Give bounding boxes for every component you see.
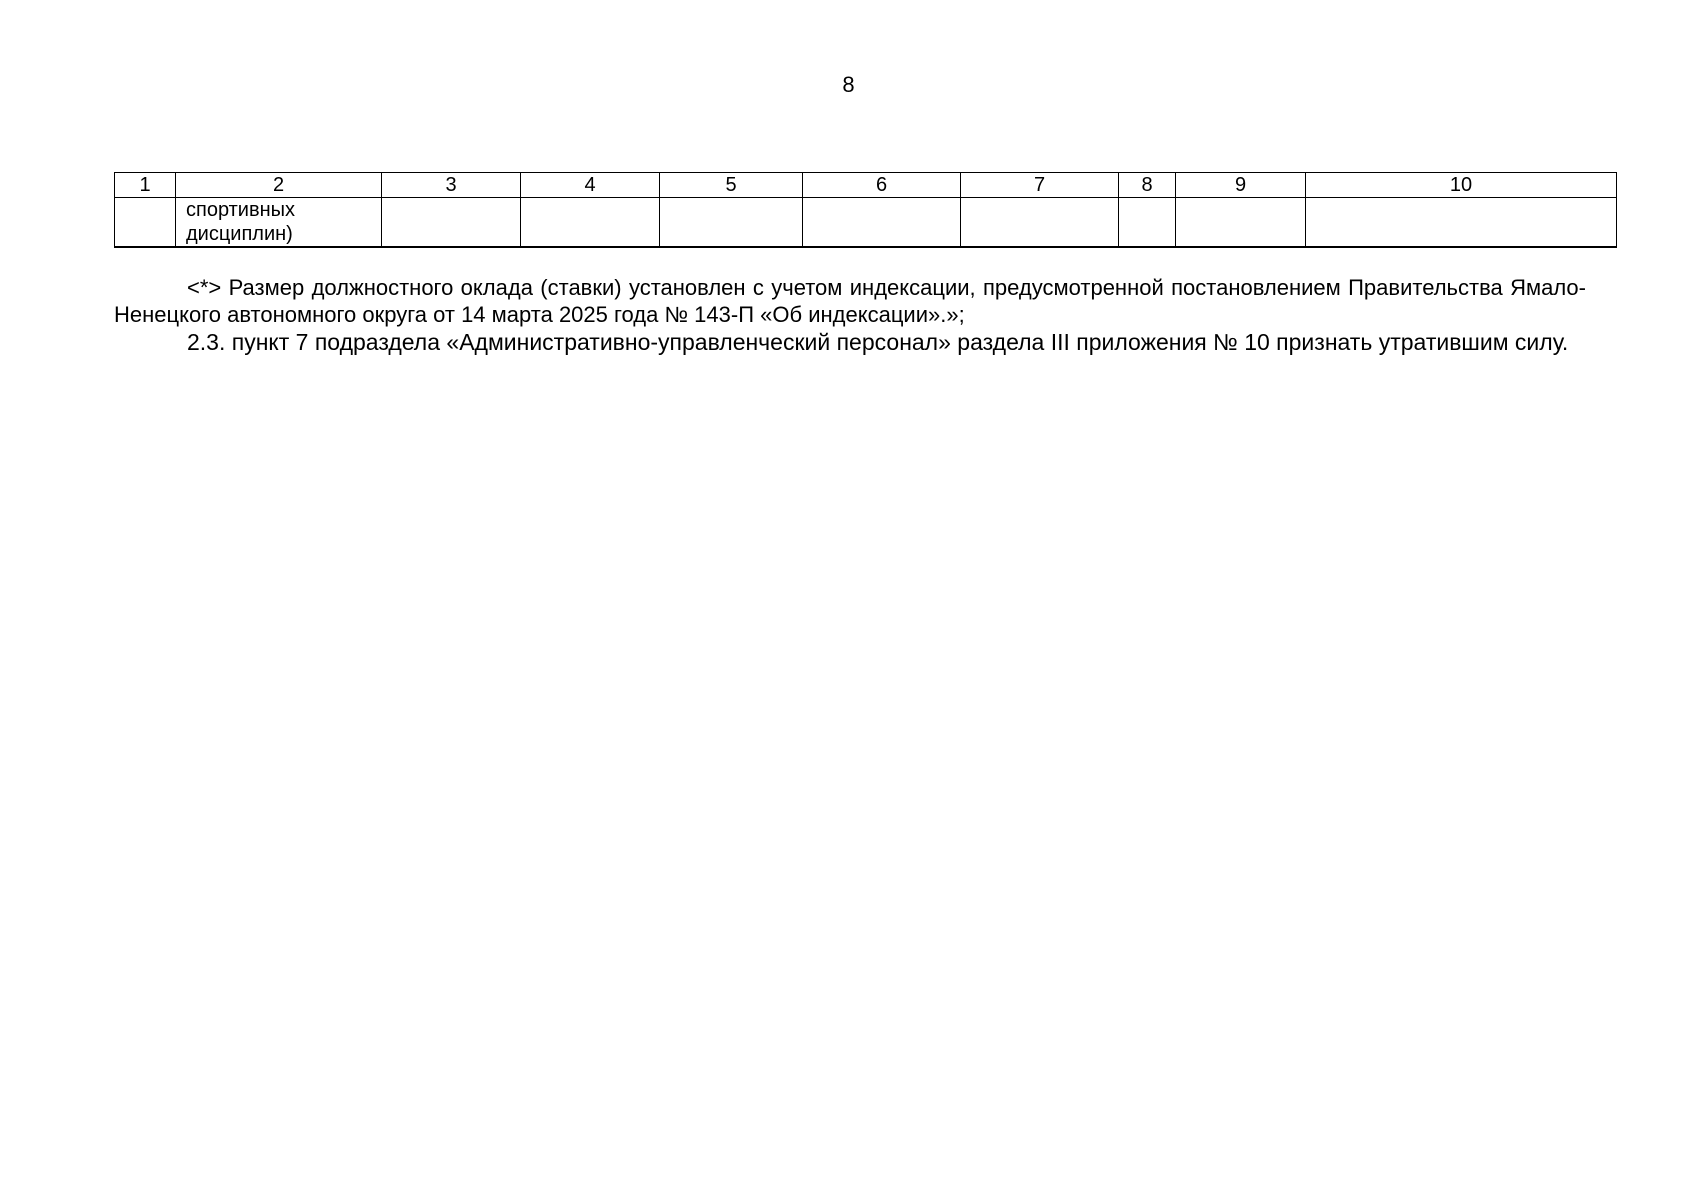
paragraph-2-3: 2.3. пункт 7 подраздела «Административно-управленческий персонал» раздела III приложения № 10 признать утратившим силу. (187, 329, 1569, 355)
column-number-1: 1 (115, 173, 176, 198)
table-cell-2 (176, 198, 382, 248)
column-number-3: 3 (382, 173, 521, 198)
table-cell-10 (1306, 198, 1617, 248)
column-number-7: 7 (961, 173, 1119, 198)
body-text (114, 274, 1586, 356)
continuation-table (114, 172, 1617, 248)
column-number-6: 6 (803, 173, 961, 198)
table-cell-text: спортивных дисциплин) (186, 199, 296, 245)
column-number-10: 10 (1306, 173, 1617, 198)
footnote-paragraph: <*> Размер должностного оклада (ставки) установлен с учетом индексации, предусмотренной постановлением Правительства Ямало-Ненецкого автономного округа от 14 марта 2025 года № 143-П «Об индексации».»; (114, 275, 1586, 327)
table-cell-9 (1176, 198, 1306, 248)
table-cell-7 (961, 198, 1119, 248)
table-cell-1 (115, 198, 176, 248)
column-number-4: 4 (521, 173, 660, 198)
column-number-9: 9 (1176, 173, 1306, 198)
table-cell-8 (1119, 198, 1176, 248)
column-number-8: 8 (1119, 173, 1176, 198)
table-header-row (115, 173, 1617, 198)
table-cell-5 (660, 198, 803, 248)
column-number-5: 5 (660, 173, 803, 198)
table-row (115, 198, 1617, 248)
table-cell-3 (382, 198, 521, 248)
table-cell-6 (803, 198, 961, 248)
page-number: 8 (842, 72, 855, 97)
table-cell-4 (521, 198, 660, 248)
column-number-2: 2 (176, 173, 382, 198)
